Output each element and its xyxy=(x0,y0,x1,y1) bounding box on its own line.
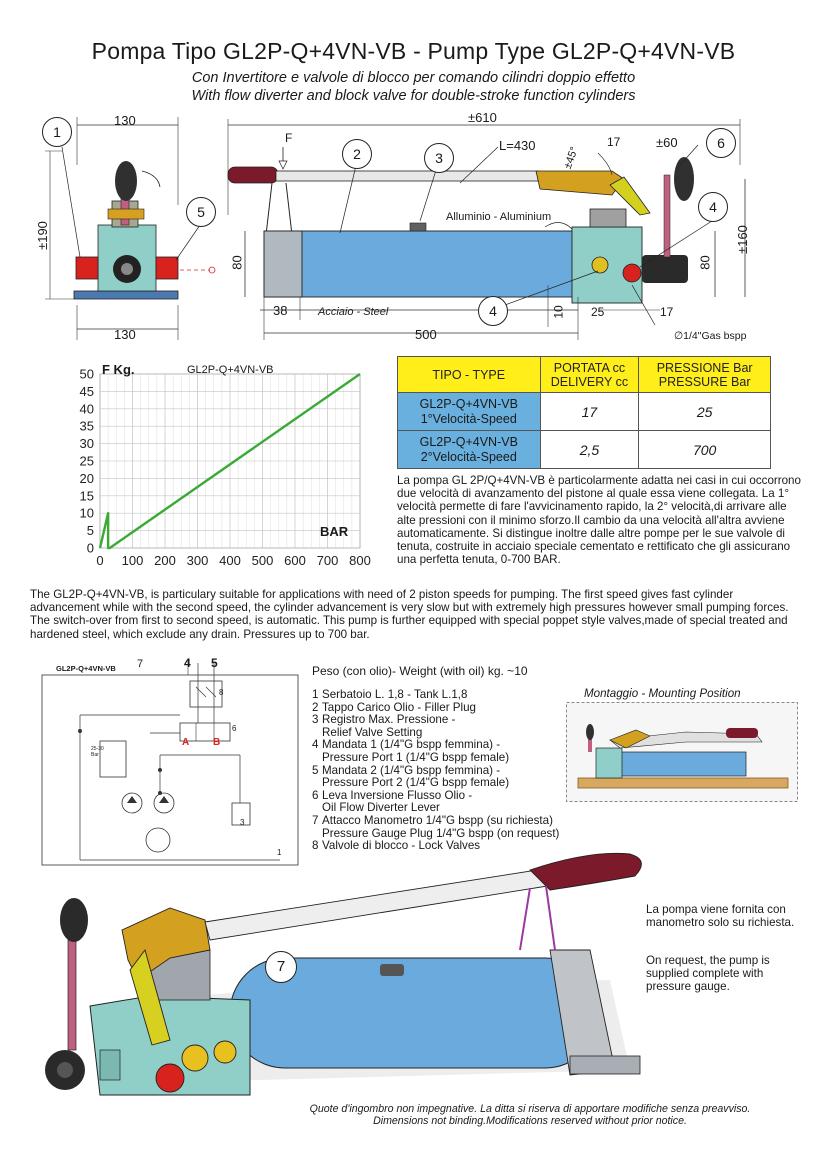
gas-thread-value: 1/4"Gas bspp xyxy=(683,330,747,342)
y-tick-label: 35 xyxy=(79,418,94,434)
part-label-italian: Attacco Manometro 1/4"G bspp (su richiesta) xyxy=(322,813,553,827)
part-number: 5 xyxy=(312,763,319,777)
callout-6: 6 xyxy=(706,128,736,158)
end-view xyxy=(45,117,215,340)
part-label-italian: Leva Inversione Flusso Olio - xyxy=(322,788,473,802)
x-tick-label: 100 xyxy=(121,553,144,568)
chart-title: GL2P-Q+4VN-VB xyxy=(187,364,274,376)
schematic-port-a: A xyxy=(182,737,190,748)
schematic-relief-label: 25-30 Bar xyxy=(91,746,104,758)
callout-2: 3 xyxy=(424,143,454,173)
row-type: GL2P-Q+4VN-VB xyxy=(419,396,518,411)
subtitle-italian: Con Invertitore e valvole di blocco per comando cilindri doppio effetto xyxy=(191,70,636,86)
part-label-italian: Registro Max. Pressione - xyxy=(322,713,456,727)
gauge-note-english: On request, the pump is supplied complete with pressure gauge. xyxy=(646,954,770,993)
x-tick-label: 600 xyxy=(284,553,306,568)
dim-17-bottom: 17 xyxy=(660,305,674,319)
row-speed: 2°Velocità-Speed xyxy=(420,449,517,464)
dim-80-right: 80 xyxy=(697,255,713,270)
part-number: 1 xyxy=(312,688,319,701)
callout-1: 2 xyxy=(342,139,372,169)
header-delivery: PORTATA cc DELIVERY cc xyxy=(540,357,639,393)
disclaimer xyxy=(240,1103,820,1127)
y-tick-label: 20 xyxy=(79,470,94,486)
schematic-title: GL2P-Q+4VN-VB xyxy=(56,664,116,673)
part-number: 2 xyxy=(312,700,319,714)
x-tick-label: 700 xyxy=(316,553,339,568)
part-number: 8 xyxy=(312,839,319,853)
part-label-italian: Tappo Carico Olio - Filler Plug xyxy=(322,700,476,714)
spec-table xyxy=(397,356,771,469)
y-tick-label: 10 xyxy=(79,505,94,521)
row-speed: 1°Velocità-Speed xyxy=(420,411,517,426)
callout-5: 5 xyxy=(186,197,216,227)
technical-drawing xyxy=(0,105,827,350)
schematic-port-5: 5 xyxy=(211,656,218,670)
y-tick-label: 25 xyxy=(79,453,94,469)
row-type-cell xyxy=(398,431,541,469)
part-number: 6 xyxy=(312,788,319,802)
dim-80-left: 80 xyxy=(229,255,245,270)
part-number: 7 xyxy=(312,813,319,827)
y-tick-label: 0 xyxy=(86,540,94,556)
schematic-port-7: 7 xyxy=(137,658,144,670)
dim-38: 38 xyxy=(273,303,288,318)
pump-3d-render xyxy=(30,840,650,1102)
hydraulic-schematic xyxy=(40,655,302,870)
diameter-icon: ∅ xyxy=(674,330,684,342)
schematic-label-6: 6 xyxy=(232,724,237,733)
gauge-note-italian: La pompa viene fornita con manometro solo su richiesta. xyxy=(646,903,795,929)
dim-190: ±190 xyxy=(34,221,50,250)
table-row xyxy=(398,431,771,469)
x-tick-label: 300 xyxy=(186,553,209,568)
part-label-italian: Valvole di blocco - Lock Valves xyxy=(322,839,481,853)
x-tick-label: 800 xyxy=(349,553,371,568)
part-label-english: Pressure Port 2 (1/4"G bspp female) xyxy=(322,776,510,790)
schematic-label-3: 3 xyxy=(240,818,245,827)
subtitle-english: With flow diverter and block valve for double-stroke function cylinders xyxy=(191,88,636,104)
x-tick-label: 200 xyxy=(154,553,176,568)
dim-610: ±610 xyxy=(468,110,497,125)
header-pressure: PRESSIONE Bar PRESSURE Bar xyxy=(639,357,771,393)
dim-160: ±160 xyxy=(734,225,750,254)
dim-130-bottom: 130 xyxy=(114,327,136,342)
row-type-cell xyxy=(398,393,541,431)
part-label-english: Relief Valve Setting xyxy=(322,725,423,739)
chart-xlabel: BAR xyxy=(320,524,349,539)
row-pressure: 25 xyxy=(639,393,771,431)
gas-thread-label xyxy=(674,330,746,342)
part-label-italian: Mandata 1 (1/4"G bspp femmina) - xyxy=(322,738,501,752)
spec-header-row xyxy=(398,357,771,393)
y-tick-label: 50 xyxy=(79,366,94,382)
x-tick-label: 500 xyxy=(251,553,274,568)
disclaimer-italian: Quote d'ingombro non impegnative. La ditta si riserva di apportare modifiche senza preavviso. xyxy=(309,1103,751,1115)
part-label-italian: Mandata 2 (1/4"G bspp femmina) - xyxy=(322,763,501,777)
schematic-label-8: 8 xyxy=(219,688,224,697)
lever-length-label: L=430 xyxy=(499,138,536,153)
steel-label: Acciaio - Steel xyxy=(318,306,389,318)
row-type: GL2P-Q+4VN-VB xyxy=(419,434,518,449)
callout-3: 4 xyxy=(478,296,508,326)
x-tick-label: 400 xyxy=(219,553,241,568)
page-title: Pompa Tipo GL2P-Q+4VN-VB - Pump Type GL2P-Q+4VN-VB xyxy=(91,38,736,64)
y-tick-label: 30 xyxy=(79,436,94,452)
table-row xyxy=(398,393,771,431)
chart-ylabel: F Kg. xyxy=(102,362,135,377)
x-tick-label: 0 xyxy=(96,553,104,568)
dim-500: 500 xyxy=(415,327,437,342)
weight-label: Peso (con olio)- Weight (with oil) kg. ~10 xyxy=(312,664,528,678)
dim-10: 10 xyxy=(551,305,566,319)
schematic-port-b: B xyxy=(213,737,221,748)
part-label-english: Oil Flow Diverter Lever xyxy=(322,801,440,815)
y-tick-label: 5 xyxy=(86,523,94,539)
force-label: F xyxy=(285,131,293,145)
row-delivery: 2,5 xyxy=(540,431,639,469)
y-tick-label: 45 xyxy=(79,383,94,399)
part-label-italian: Serbatoio L. 1,8 - Tank L.1,8 xyxy=(322,688,468,701)
schematic-label-1: 1 xyxy=(277,848,282,857)
dim-25: 25 xyxy=(591,305,605,319)
dim-45-deg: ±45° xyxy=(561,145,581,171)
mounting-caption: Montaggio - Mounting Position xyxy=(584,687,741,700)
part-label-english: Pressure Port 1 (1/4"G bspp female) xyxy=(322,750,510,764)
y-tick-label: 15 xyxy=(79,488,94,504)
list-item xyxy=(312,815,612,840)
schematic-port-4: 4 xyxy=(184,656,191,670)
dim-130-top: 130 xyxy=(114,113,136,128)
y-tick-label: 40 xyxy=(79,401,94,417)
part-number: 4 xyxy=(312,738,319,752)
callout-7: 7 xyxy=(265,951,297,983)
aluminium-label: Alluminio - Aluminium xyxy=(446,211,552,223)
description-english: The GL2P-Q+4VN-VB, is particulary suitable for applications with need of 2 piston speeds for pumping. The first speed gives fast cylinder advancement while with the second speed, the cylinder advancement is very slow but with extremely high pressures however small pumping forces. The switch-over from first to second speed, is automatic. This pump is further equipped with special poppet style valves,made of special treated and hardened steel, which exclude any drain. Pressures up to 700 bar. xyxy=(30,588,789,641)
row-pressure: 700 xyxy=(639,431,771,469)
callout-4-left: 1 xyxy=(42,117,72,147)
force-pressure-chart xyxy=(60,358,380,580)
dim-17-top: 17 xyxy=(607,135,621,149)
part-number: 3 xyxy=(312,713,319,727)
disclaimer-english: Dimensions not binding.Modifications reserved without prior notice. xyxy=(373,1115,687,1127)
description-italian: La pompa GL 2P/Q+4VN-VB è particolarmente adatta nei casi in cui occorrono due velocità di avanzamento del pistone al quale essa viene collegata. La 1° velocità permette di fare l'avvicinamento rapido, la 2° velocità,di arrivare alle alte pressioni con il minimo sforzo.Il cambio da una velocità all'altra avviene automaticamente. Si distingue inoltre dalle altre pompe per le sue valvole di tenuta, costruite in acciaio speciale cementato e rettificato che gli assicurano una perfetta tenuta, 0-700 BAR. xyxy=(397,474,801,567)
mounting-position-illustration xyxy=(566,702,798,802)
callout-4-right: 4 xyxy=(698,192,728,222)
part-label-english: Pressure Gauge Plug 1/4"G bspp (on request) xyxy=(322,826,560,840)
row-delivery: 17 xyxy=(540,393,639,431)
dim-60: ±60 xyxy=(656,135,678,150)
header-type: TIPO - TYPE xyxy=(398,357,541,393)
